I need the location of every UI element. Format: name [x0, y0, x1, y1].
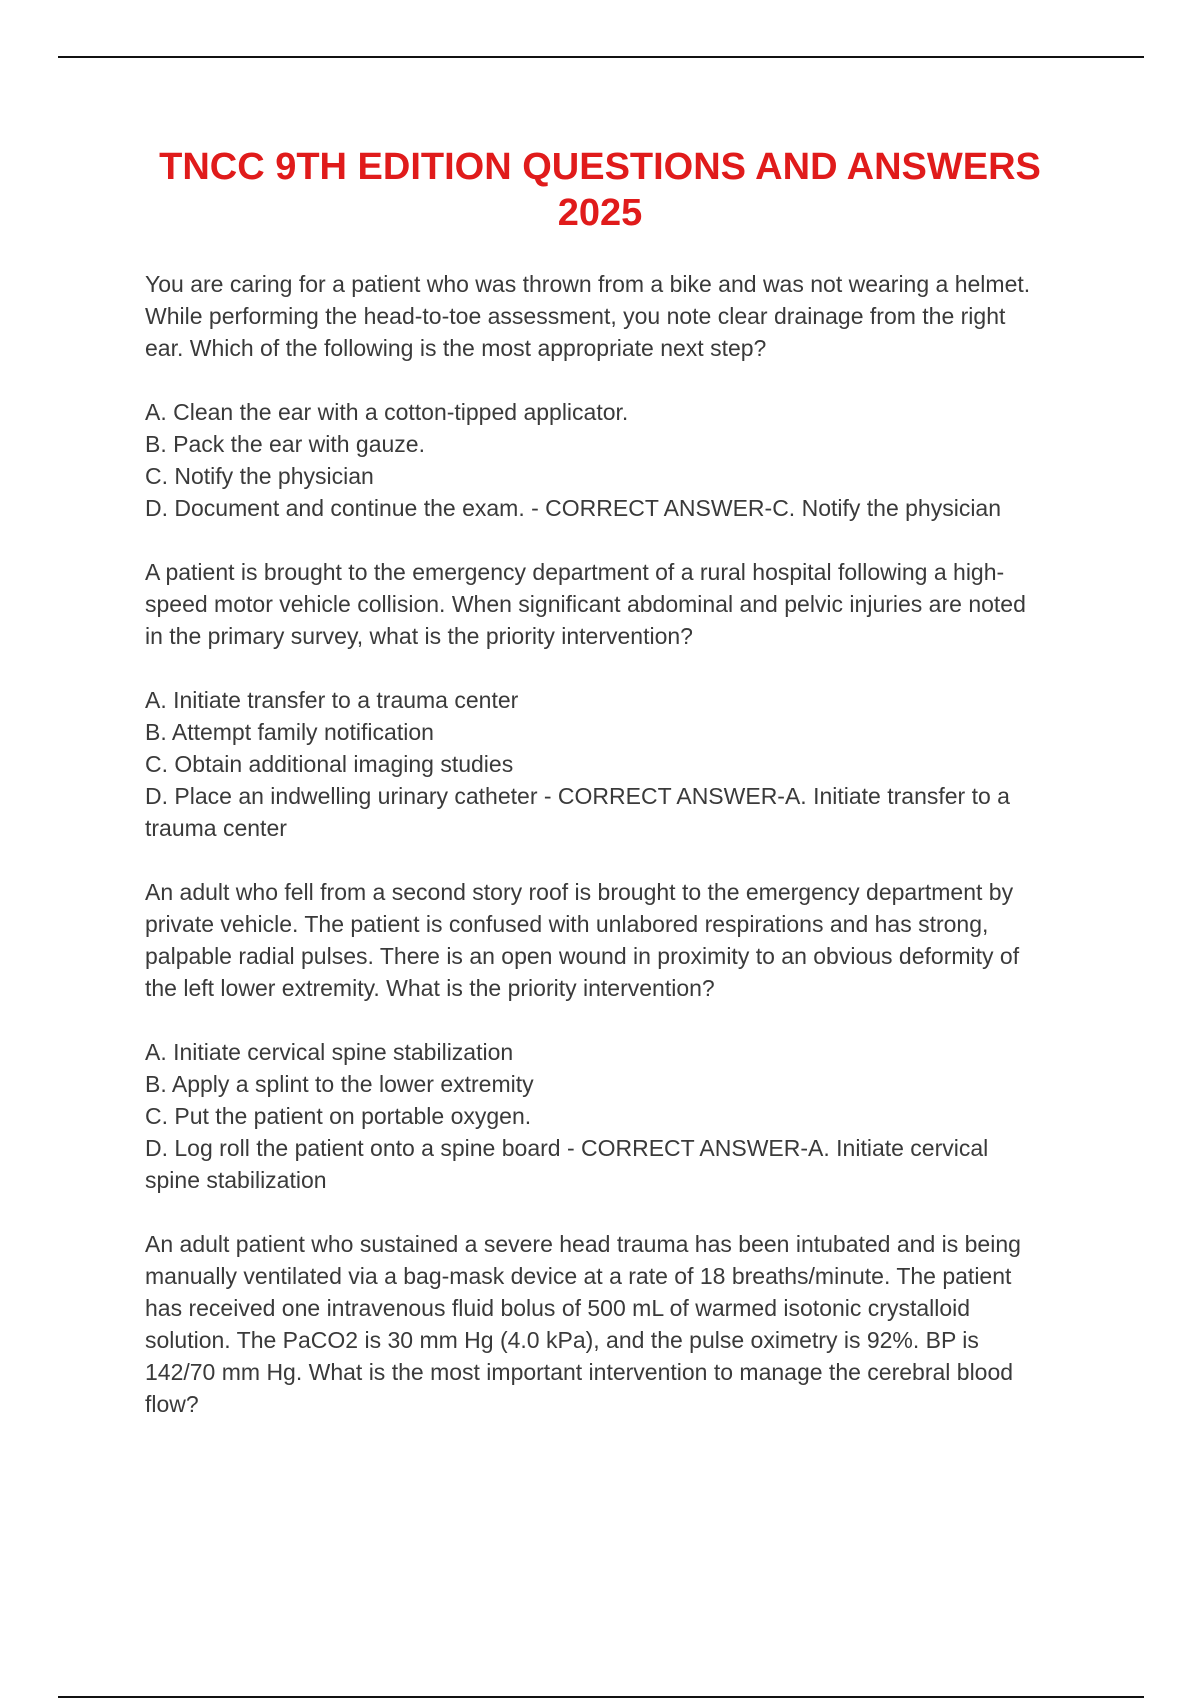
option-b: B. Pack the ear with gauze. [145, 431, 425, 457]
stem-line: solution. The PaCO2 is 30 mm Hg (4.0 kPa), and the pulse oximetry is 92%. BP is [145, 1327, 979, 1353]
option-c: C. Put the patient on portable oxygen. [145, 1103, 532, 1129]
question-2 [145, 556, 1090, 844]
option-b: B. Apply a splint to the lower extremity [145, 1071, 534, 1097]
stem-line: in the primary survey, what is the priority intervention? [145, 623, 693, 649]
answer-continuation: spine stabilization [145, 1167, 327, 1193]
option-b: B. Attempt family notification [145, 719, 434, 745]
question-1 [145, 268, 1090, 524]
stem-line: flow? [145, 1391, 199, 1417]
answer-options [145, 684, 1090, 844]
top-rule [58, 56, 1144, 58]
stem-line: private vehicle. The patient is confused with unlabored respirations and has strong, [145, 911, 989, 937]
answer-options [145, 396, 1090, 524]
question-3 [145, 876, 1090, 1196]
stem-line: speed motor vehicle collision. When significant abdominal and pelvic injuries are noted [145, 591, 1026, 617]
stem-line: An adult who fell from a second story roof is brought to the emergency department by [145, 879, 1014, 905]
question-stem [145, 556, 1090, 652]
bottom-rule [58, 1696, 1144, 1698]
option-c: C. Notify the physician [145, 463, 374, 489]
answer-continuation: trauma center [145, 815, 287, 841]
document-title [120, 144, 1080, 236]
stem-line: manually ventilated via a bag-mask device at a rate of 18 breaths/minute. The patient [145, 1263, 1012, 1289]
question-stem [145, 1228, 1090, 1420]
stem-line: palpable radial pulses. There is an open wound in proximity to an obvious deformity of [145, 943, 1020, 969]
stem-line: has received one intravenous fluid bolus of 500 mL of warmed isotonic crystalloid [145, 1295, 971, 1321]
stem-line: An adult patient who sustained a severe head trauma has been intubated and is being [145, 1231, 1021, 1257]
option-d-with-answer: D. Log roll the patient onto a spine board - CORRECT ANSWER-A. Initiate cervical [145, 1135, 989, 1161]
title-line-2: 2025 [557, 192, 643, 234]
question-stem [145, 876, 1090, 1004]
option-c: C. Obtain additional imaging studies [145, 751, 514, 777]
stem-line: 142/70 mm Hg. What is the most important intervention to manage the cerebral blood [145, 1359, 1014, 1385]
option-a: A. Clean the ear with a cotton-tipped applicator. [145, 399, 629, 425]
option-d-with-answer: D. Document and continue the exam. - CORRECT ANSWER-C. Notify the physician [145, 495, 1002, 521]
option-a: A. Initiate transfer to a trauma center [145, 687, 519, 713]
stem-line: You are caring for a patient who was thrown from a bike and was not wearing a helmet. [145, 271, 1031, 297]
option-d-with-answer: D. Place an indwelling urinary catheter - CORRECT ANSWER-A. Initiate transfer to a [145, 783, 1010, 809]
question-stem [145, 268, 1090, 364]
answer-options [145, 1036, 1090, 1196]
title-line-1: TNCC 9TH EDITION QUESTIONS AND ANSWERS [159, 146, 1041, 188]
stem-line: the left lower extremity. What is the priority intervention? [145, 975, 715, 1001]
stem-line: While performing the head-to-toe assessment, you note clear drainage from the right [145, 303, 1006, 329]
document-body [145, 268, 1090, 1452]
question-4 [145, 1228, 1090, 1420]
option-a: A. Initiate cervical spine stabilization [145, 1039, 514, 1065]
stem-line: ear. Which of the following is the most appropriate next step? [145, 335, 767, 361]
stem-line: A patient is brought to the emergency department of a rural hospital following a high- [145, 559, 1005, 585]
